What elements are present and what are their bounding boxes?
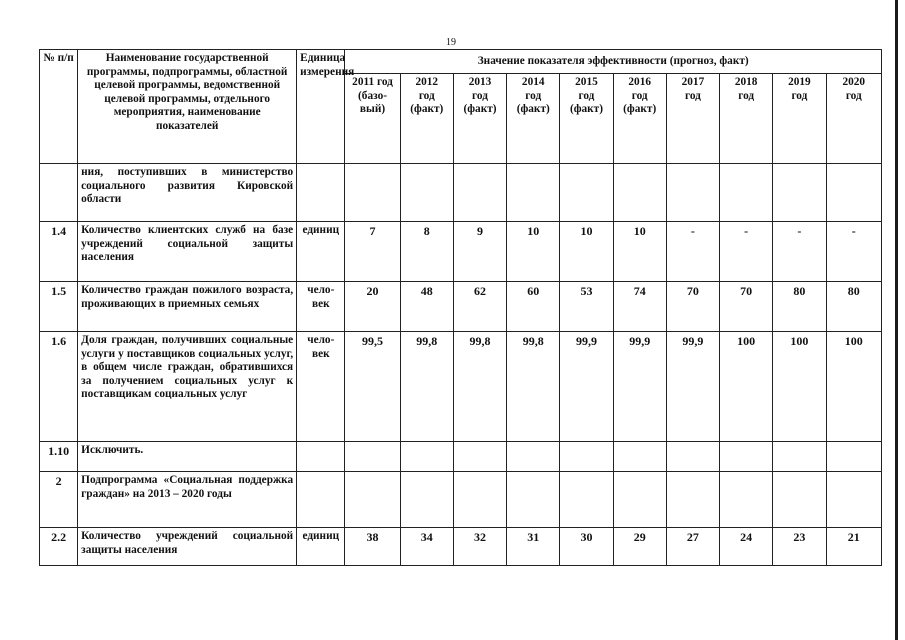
- row-value: [453, 472, 506, 528]
- page-number: 19: [446, 37, 456, 48]
- row-unit: чело- век: [297, 282, 345, 332]
- row-value: 10: [507, 222, 560, 282]
- header-year-line: 2017: [681, 76, 705, 88]
- row-num: 2.2: [40, 528, 78, 566]
- row-value: 9: [453, 222, 506, 282]
- row-value: -: [666, 222, 719, 282]
- header-year-line: год: [525, 89, 542, 102]
- row-value: 100: [826, 332, 881, 442]
- header-year-line: (факт): [410, 103, 444, 116]
- row-name: Доля граждан, получивших социальные услуги у поставщиков социальных услуг, в общем числе граждан, обратившихся за получением социальных услуг к поставщикам социальных услуг: [78, 332, 297, 442]
- row-unit: единиц: [297, 528, 345, 566]
- row-unit: чело- век: [297, 332, 345, 442]
- row-value: [507, 164, 560, 222]
- row-value: 99,5: [345, 332, 400, 442]
- header-year-line: (факт): [463, 103, 497, 116]
- row-value: [613, 442, 666, 472]
- row-value: 62: [453, 282, 506, 332]
- row-value: [560, 472, 613, 528]
- row-value: [826, 472, 881, 528]
- header-year-line: год: [631, 89, 648, 102]
- row-value: [613, 164, 666, 222]
- header-year-line: 2018: [734, 76, 758, 88]
- header-year-0: [345, 74, 400, 164]
- row-value: [400, 442, 453, 472]
- row-value: [507, 472, 560, 528]
- header-year-line: 2016: [628, 76, 651, 88]
- row-value: 38: [345, 528, 400, 566]
- row-value: 99,9: [666, 332, 719, 442]
- scan-edge-line: [895, 0, 898, 640]
- row-num: 1.10: [40, 442, 78, 472]
- row-value: 30: [560, 528, 613, 566]
- header-year-line: год: [738, 89, 755, 102]
- header-year-2: [453, 74, 506, 164]
- header-year-line: (факт): [516, 103, 550, 116]
- row-value: [826, 164, 881, 222]
- row-num: [40, 164, 78, 222]
- header-num: № п/п: [40, 50, 78, 164]
- header-year-line: 2011 год: [352, 76, 393, 88]
- header-group: Значение показателя эффективности (прогноз, факт): [345, 50, 882, 74]
- row-value: -: [826, 222, 881, 282]
- row-value: 70: [720, 282, 773, 332]
- row-value: 48: [400, 282, 453, 332]
- row-value: 24: [720, 528, 773, 566]
- row-value: -: [720, 222, 773, 282]
- row-value: 31: [507, 528, 560, 566]
- row-value: 32: [453, 528, 506, 566]
- row-value: [345, 164, 400, 222]
- row-value: 70: [666, 282, 719, 332]
- header-year-line: год: [791, 89, 808, 102]
- table-row: [40, 282, 882, 332]
- header-year-3: [507, 74, 560, 164]
- header-year-line: год: [684, 89, 701, 102]
- header-year-line: 2020: [842, 76, 866, 88]
- header-year-line: 2012: [415, 76, 439, 88]
- header-year-line: (факт): [569, 103, 603, 116]
- row-value: 10: [560, 222, 613, 282]
- row-value: 7: [345, 222, 400, 282]
- row-value: 27: [666, 528, 719, 566]
- row-value: [453, 164, 506, 222]
- row-value: 99,8: [453, 332, 506, 442]
- row-value: [400, 164, 453, 222]
- row-value: 10: [613, 222, 666, 282]
- header-year-line: (факт): [623, 103, 657, 116]
- header-year-line: вый): [359, 103, 386, 116]
- row-value: 99,8: [400, 332, 453, 442]
- row-value: 29: [613, 528, 666, 566]
- header-name: Наименование государственной программы, подпрограммы, областной целевой программы, ведомственной целевой программы, отдельного мероприятия, наименование показателей: [78, 50, 297, 164]
- row-value: [666, 442, 719, 472]
- header-year-4: [560, 74, 613, 164]
- row-value: [773, 442, 826, 472]
- row-name: Количество граждан пожилого возраста, проживающих в приемных семьях: [78, 282, 297, 332]
- table-row: [40, 332, 882, 442]
- row-unit: единиц: [297, 222, 345, 282]
- row-value: [773, 164, 826, 222]
- header-year-7: [720, 74, 773, 164]
- row-value: [720, 442, 773, 472]
- row-value: 23: [773, 528, 826, 566]
- row-name: Подпрограмма «Социальная поддержка граждан» на 2013 – 2020 годы: [78, 472, 297, 528]
- row-unit: [297, 472, 345, 528]
- row-value: [773, 472, 826, 528]
- row-value: [507, 442, 560, 472]
- row-name: Исключить.: [78, 442, 297, 472]
- header-year-line: 2013: [468, 76, 492, 88]
- row-value: 80: [826, 282, 881, 332]
- row-value: 53: [560, 282, 613, 332]
- row-num: 1.4: [40, 222, 78, 282]
- performance-indicators-table: [39, 49, 882, 566]
- header-year-6: [666, 74, 719, 164]
- header-year-line: год: [472, 89, 488, 102]
- row-value: 34: [400, 528, 453, 566]
- row-value: [345, 472, 400, 528]
- row-value: -: [773, 222, 826, 282]
- row-unit: [297, 164, 345, 222]
- row-num: 1.6: [40, 332, 78, 442]
- row-value: [400, 472, 453, 528]
- header-year-1: [400, 74, 453, 164]
- header-year-line: год: [578, 89, 595, 102]
- table-row: [40, 164, 882, 222]
- row-value: [666, 472, 719, 528]
- row-value: 99,9: [613, 332, 666, 442]
- row-name: Количество учреждений социальной защиты населения: [78, 528, 297, 566]
- row-value: 99,8: [507, 332, 560, 442]
- header-year-line: год: [845, 89, 862, 102]
- row-value: 20: [345, 282, 400, 332]
- header-year-line: 2015: [575, 76, 598, 88]
- table-row: [40, 472, 882, 528]
- row-value: 100: [720, 332, 773, 442]
- row-value: 21: [826, 528, 881, 566]
- row-value: [826, 442, 881, 472]
- header-year-line: (базо-: [358, 89, 387, 102]
- row-value: 100: [773, 332, 826, 442]
- row-unit: [297, 442, 345, 472]
- table-row: [40, 222, 882, 282]
- header-year-line: 2014: [521, 76, 545, 88]
- row-value: [560, 164, 613, 222]
- header-year-8: [773, 74, 826, 164]
- row-num: 1.5: [40, 282, 78, 332]
- row-value: 8: [400, 222, 453, 282]
- header-year-line: год: [418, 89, 435, 102]
- row-value: 80: [773, 282, 826, 332]
- row-value: [720, 164, 773, 222]
- row-value: [453, 442, 506, 472]
- header-year-line: 2019: [788, 76, 811, 88]
- table-row: [40, 528, 882, 566]
- header-year-9: [826, 74, 881, 164]
- row-value: [613, 472, 666, 528]
- row-value: [720, 472, 773, 528]
- row-value: 60: [507, 282, 560, 332]
- header-unit: Единица измерения: [297, 50, 345, 164]
- row-value: [666, 164, 719, 222]
- row-name: Количество клиентских служб на базе учреждений социальной защиты населения: [78, 222, 297, 282]
- row-name: ния, поступивших в министерство социального развития Кировской области: [78, 164, 297, 222]
- row-value: [345, 442, 400, 472]
- header-year-5: [613, 74, 666, 164]
- table-row: [40, 442, 882, 472]
- row-value: 74: [613, 282, 666, 332]
- row-value: 99,9: [560, 332, 613, 442]
- row-num: 2: [40, 472, 78, 528]
- row-value: [560, 442, 613, 472]
